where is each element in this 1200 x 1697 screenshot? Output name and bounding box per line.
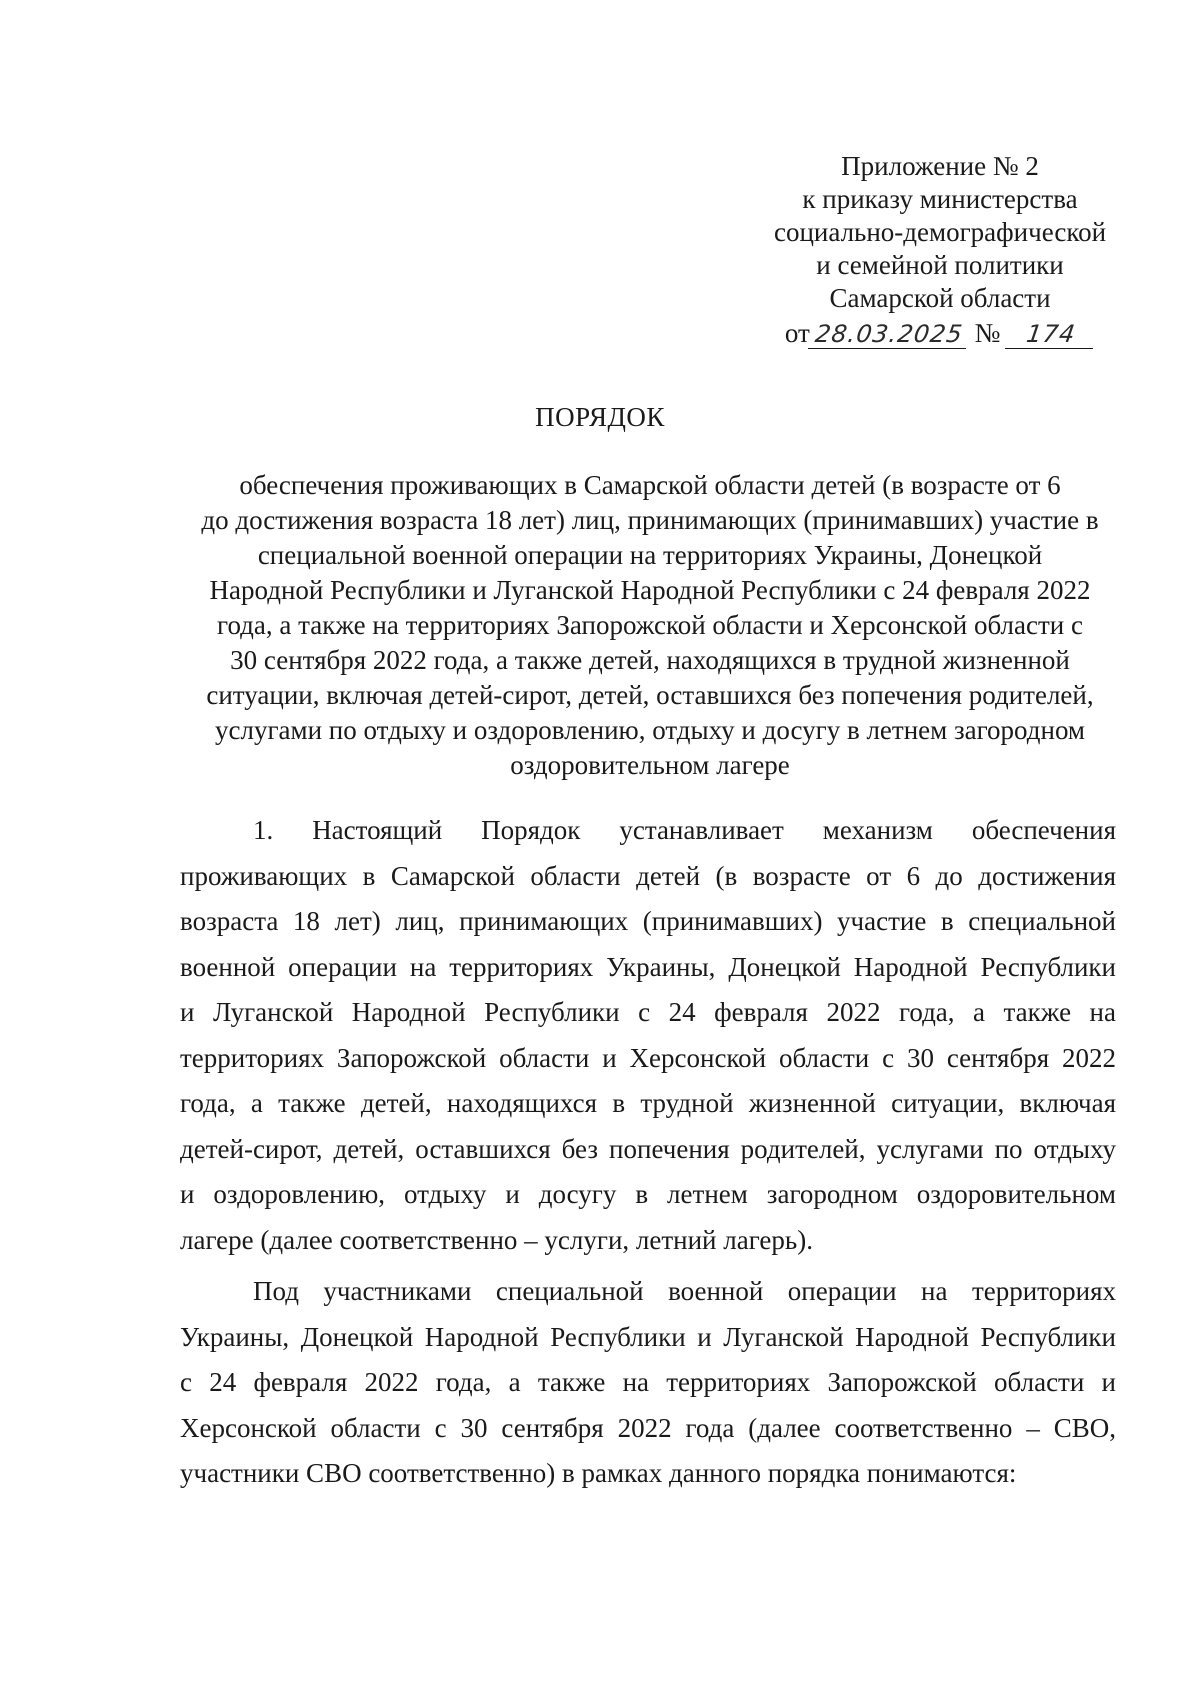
body-line: и оздоровлению, отдыху и досугу в летнем загородном оздоровительном <box>180 1179 1116 1209</box>
subtitle-line: 30 сентября 2022 года, а также детей, находящихся в трудной жизненной <box>230 645 1070 675</box>
subtitle-line: специальной военной операции на территориях Украины, Донецкой <box>257 540 1043 570</box>
body-line: и Луганской Народной Республики с 24 февраля 2022 года, а также на <box>180 997 1116 1027</box>
appendix-header <box>770 150 1110 350</box>
body-line: года, а также детей, находящихся в трудной жизненной ситуации, включая <box>180 1088 1116 1118</box>
body-line: Херсонской области с 30 сентября 2022 года (далее соответственно – СВО, <box>180 1412 1116 1443</box>
body-line: с 24 февраля 2022 года, а также на территориях Запорожской области и <box>180 1367 1116 1397</box>
subtitle-line: ситуации, включая детей-сирот, детей, оставшихся без попечения родителей, <box>206 680 1094 710</box>
subtitle-line: оздоровительном лагере <box>510 750 790 780</box>
body-line: лагере (далее соответственно – услуги, летний лагерь). <box>180 1224 813 1255</box>
appendix-line: Приложение № 2 <box>841 151 1039 181</box>
subtitle-line: года, а также на территориях Запорожской области и Херсонской области с <box>217 610 1083 640</box>
body-line: военной операции на территориях Украины, Донецкой Народной Республики <box>180 951 1116 982</box>
appendix-line: к приказу министерства <box>802 184 1078 214</box>
appendix-line: социально-демографической <box>773 217 1107 247</box>
body-line: проживающих в Самарской области детей (в возрасте от 6 до достижения <box>180 860 1116 891</box>
number-prefix: № <box>974 318 1001 348</box>
handwritten-number: 174 <box>1005 320 1097 349</box>
paragraph-2 <box>180 1269 1116 1497</box>
document-body <box>180 808 1116 1497</box>
subtitle-line: обеспечения проживающих в Самарской области детей (в возрасте от 6 <box>239 470 1061 500</box>
order-date-number-line <box>770 317 1110 350</box>
document-subtitle <box>175 468 1125 783</box>
date-prefix: от <box>784 318 810 348</box>
subtitle-line: до достижения возраста 18 лет) лиц, принимающих (принимавших) участие в <box>201 505 1099 535</box>
paragraph-1 <box>180 808 1116 1263</box>
body-line: участники СВО соответственно) в рамках данного порядка понимаются: <box>180 1458 1017 1488</box>
subtitle-line: Народной Республики и Луганской Народной Республики с 24 февраля 2022 <box>209 575 1091 605</box>
document-title: ПОРЯДОК <box>535 402 665 432</box>
body-line: Украины, Донецкой Народной Республики и Луганской Народной Республики <box>180 1321 1116 1352</box>
body-line: детей-сирот, детей, оставшихся без попечения родителей, услугами по отдыху <box>180 1133 1116 1164</box>
subtitle-line: услугами по отдыху и оздоровлению, отдыху и досугу в летнем загородном <box>214 715 1086 745</box>
body-line: возраста 18 лет) лиц, принимающих (принимавших) участие в специальной <box>180 906 1116 936</box>
handwritten-date: 28.03.2025 <box>808 320 970 349</box>
body-line: территориях Запорожской области и Херсонской области с 30 сентября 2022 <box>180 1042 1116 1073</box>
body-line: Под участниками специальной военной операции на территориях <box>253 1276 1116 1306</box>
appendix-line: и семейной политики <box>816 250 1064 280</box>
appendix-line: Самарской области <box>829 283 1051 313</box>
body-line: 1. Настоящий Порядок устанавливает механизм обеспечения <box>253 815 1116 845</box>
